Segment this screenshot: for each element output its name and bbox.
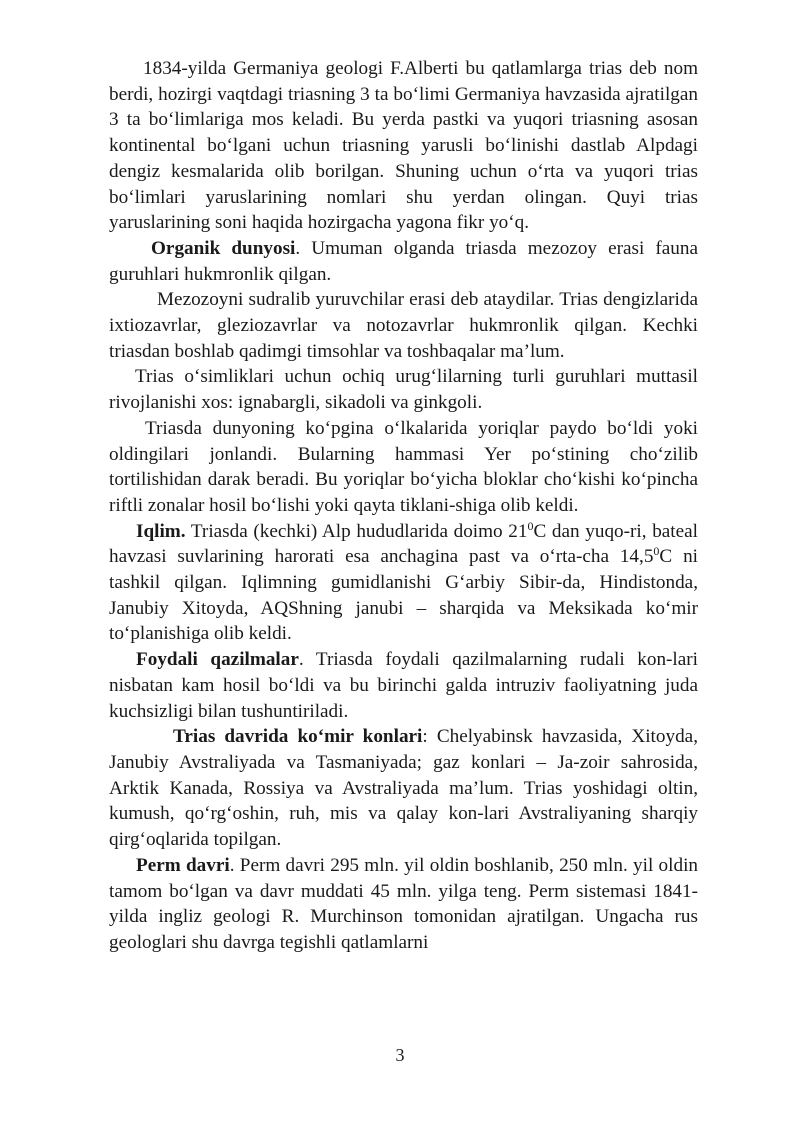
document-body	[109, 56, 698, 956]
climate-text-a: Triasda (kechki) Alp hududlarida doimo 21	[185, 520, 528, 542]
heading-foydali-qazilmalar: Foydali qazilmalar	[136, 649, 299, 671]
paragraph-trias-naming: 1834-yilda Germaniya geologi F.Alberti bu qatlamlarga trias deb nom berdi, hozirgi vaqtdagi triasning 3 ta bo‘limi Germaniya havzasida ajratilgan 3 ta bo‘limlariga mos keladi. Bu yerda pastki va yuqori triasning asosan kontinental bo‘lgani uchun triasning yarusli bo‘linishi dastlab Alpdagi dengiz kesmalarida olib borilgan. Shuning uchun o‘rta va yuqori trias bo‘limlari yaruslarining nomlari shu yerdan olingan. Quyi trias yaruslarining soni haqida hozirgacha yagona fikr yo‘q.	[109, 58, 698, 234]
heading-iqlim: Iqlim.	[136, 520, 186, 542]
paragraph-rifts: Triasda dunyoning ko‘pgina o‘lkalarida yoriqlar paydo bo‘ldi yoki oldingilari jonlandi. Bularning hammasi Yer po‘stining cho‘zilib tortilishidan darak beradi. Bu yoriqlar bo‘yicha bloklar cho‘kishi ko‘pincha riftli zonalar hosil bo‘lishi yoki qayta tiklani-shiga olib keldi.	[109, 417, 698, 516]
paragraph-trias-plants: Trias o‘simliklari uchun ochiq urug‘lilarning turli guruhlari muttasil rivojlanishi xos: ignabargli, sikadoli va ginkgoli.	[109, 366, 698, 414]
heading-perm-davri: Perm davri	[136, 854, 230, 876]
paragraph-climate	[109, 519, 698, 648]
heading-trias-coal: Trias davrida ko‘mir konlari	[173, 726, 423, 748]
minerals-text: . Triasda foydali qazilmalarning rudali kon-lari nisbatan kam hosil bo‘ldi va bu birinchi galda intruziv faoliyatning juda kuchsizligi bilan tushuntiriladi.	[109, 649, 698, 722]
paragraph-reptiles-era: Mezozoyni sudralib yuruvchilar erasi deb ataydilar. Trias dengizlarida ixtiozavrlar, gleziozavrlar va notozavrlar hukmronlik qilgan. Kechki triasdan boshlab qadimgi timsohlar va toshbaqalar ma’lum.	[109, 289, 698, 362]
page-number: 3	[395, 1045, 405, 1065]
perm-period-text: . Perm davri 295 mln. yil oldin boshlanib, 250 mln. yil oldin tamom bo‘lgan va davr muddati 45 mln. yilga teng. Perm sistemasi 1841-yilda ingliz geologi R. Murchinson tomonidan ajratilgan. Ungacha rus geologlari shu davrga tegishli qatlamlarni	[109, 854, 698, 953]
degree-superscript-a: 0	[527, 518, 534, 533]
coal-deposits-text: : Chelyabinsk havzasida, Xitoyda, Janubiy Avstraliyada va Tasmaniyada; gaz konlari – Ja-zoir sahrosida, Arktik Kanada, Rossiya va Avstraliyada ma’lum. Trias yoshidagi oltin, kumush, qo‘rg‘oshin, ruh, mis va qalay kon-lari Avstraliyaning sharqiy qirg‘oqlarida topilgan.	[109, 726, 698, 851]
organic-world-text: . Umuman olganda triasda mezozoy erasi fauna guruhlari hukmronlik qilgan.	[109, 237, 698, 285]
paragraph-minerals	[109, 647, 698, 724]
heading-organik-dunyosi: Organik dunyosi	[151, 237, 296, 259]
climate-text-b: C dan yuqo-ri, bateal havzasi suvlarining harorati esa anchagina past va o‘rta-cha 14,5	[109, 520, 698, 568]
paragraph-organic-world	[109, 236, 698, 287]
paragraph-perm-period	[109, 853, 698, 956]
degree-superscript-b: 0	[653, 544, 660, 559]
climate-text-c: C ni tashkil qilgan. Iqlimning gumidlanishi G‘arbiy Sibir-da, Hindistonda, Janubiy Xitoyda, AQShning janubi – sharqida va Meksikada ko‘mir to‘planishiga olib keldi.	[109, 546, 698, 645]
paragraph-coal-deposits	[109, 724, 698, 853]
